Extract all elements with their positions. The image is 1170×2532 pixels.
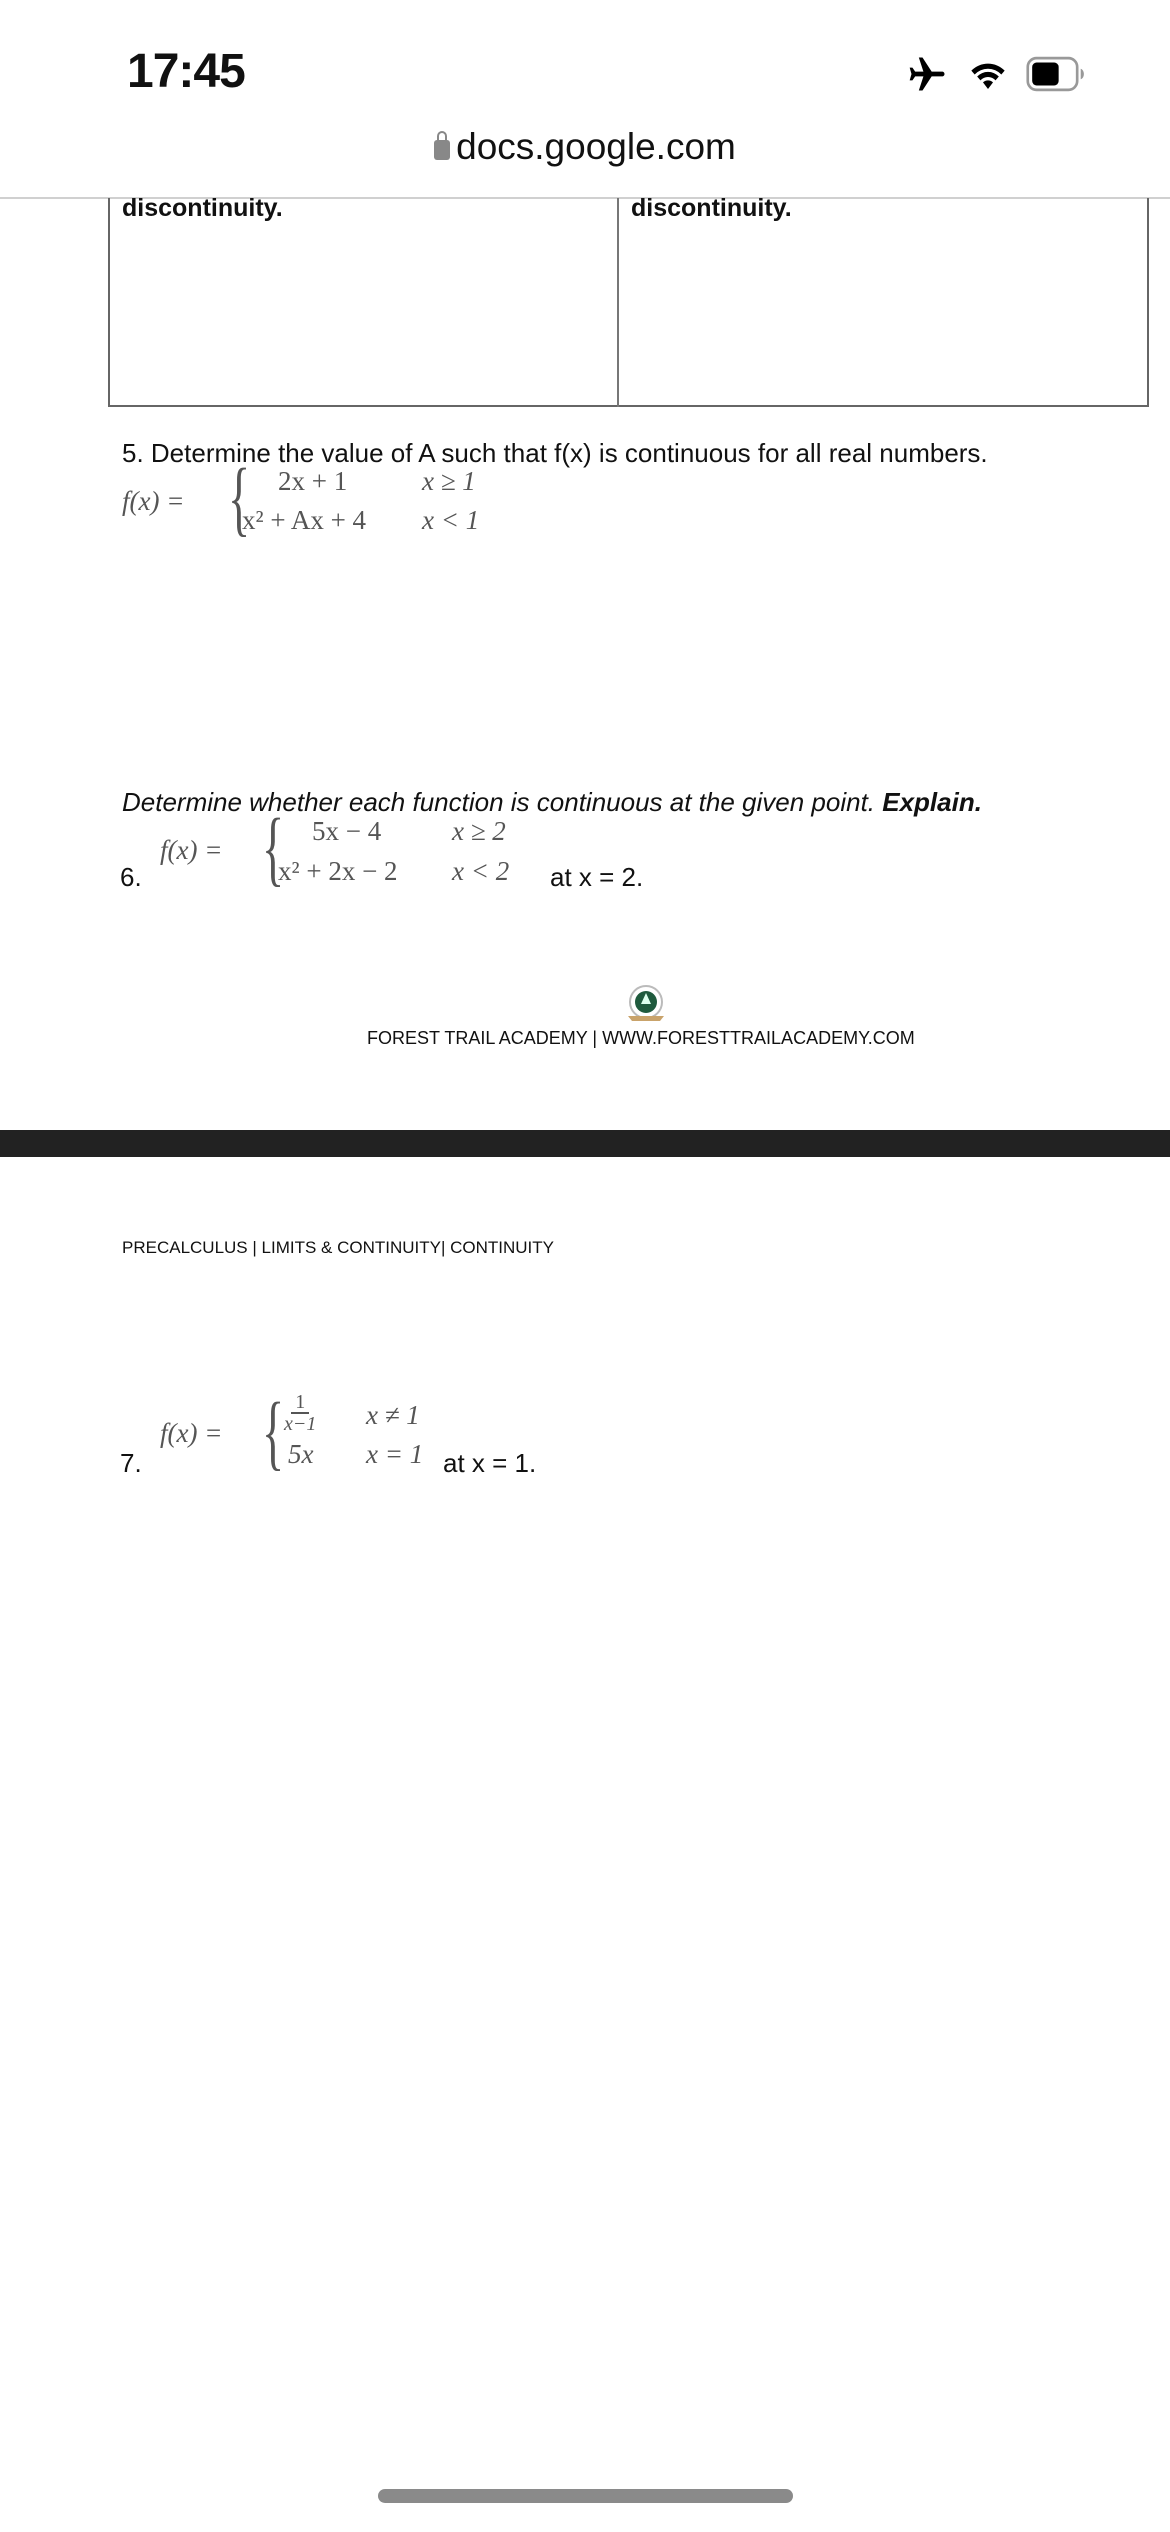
q6-row2-expr: x² + 2x − 2 xyxy=(278,856,398,886)
battery-icon xyxy=(1026,56,1086,92)
q6-row2-cond: x < 2 xyxy=(452,856,510,886)
q6-row1-cond: x ≥ 2 xyxy=(452,816,506,846)
home-indicator[interactable] xyxy=(378,2489,793,2503)
q7-lhs: f(x) = xyxy=(160,1418,223,1448)
footer-text: FOREST TRAIL ACADEMY | WWW.FORESTTRAILACADEMY.COM xyxy=(367,1028,915,1048)
q5-row2-expr: x² + Ax + 4 xyxy=(242,505,367,535)
q7-brace: { xyxy=(262,1386,285,1479)
academy-logo xyxy=(624,982,668,1026)
q6-lhs: f(x) = xyxy=(160,835,223,865)
wifi-icon xyxy=(968,57,1008,91)
q6-row1-expr: 5x − 4 xyxy=(312,816,382,846)
page-break xyxy=(0,1130,1170,1157)
q5-brace: { xyxy=(228,452,251,545)
q6-at: at x = 2. xyxy=(550,862,644,892)
q7-row1-cond: x ≠ 1 xyxy=(366,1400,420,1430)
url-text: docs.google.com xyxy=(456,126,736,167)
question-5-text: 5. Determine the value of A such that f(x) is continuous for all real numbers. xyxy=(122,438,988,468)
lock-icon xyxy=(434,140,450,160)
table-cell-left: discontinuity. xyxy=(122,194,283,222)
table-column-divider xyxy=(617,198,619,407)
answer-table xyxy=(108,198,1149,407)
q5-row2-cond: x < 1 xyxy=(422,505,480,535)
q7-fraction: $\frac{1}{x-1}$ xyxy=(284,1391,317,1435)
url-bar[interactable] xyxy=(0,126,1170,168)
table-cell-right: discontinuity. xyxy=(631,194,792,222)
q7-row2-cond: x = 1 xyxy=(366,1439,424,1469)
page-header: PRECALCULUS | LIMITS & CONTINUITY| CONTINUITY xyxy=(122,1238,554,1257)
q5-row1-expr: 2x + 1 xyxy=(278,466,348,496)
q6-number: 6. xyxy=(120,862,142,892)
status-time: 17:45 xyxy=(127,45,245,98)
q7-at: at x = 1. xyxy=(443,1448,537,1478)
q7-row2-expr: 5x xyxy=(288,1439,314,1469)
instruction: Determine whether each function is continuous at the given point. Explain. xyxy=(122,787,982,817)
q7-number: 7. xyxy=(120,1448,142,1478)
q5-lhs: f(x) = xyxy=(122,486,185,516)
status-icons xyxy=(906,52,1086,96)
q6-brace: { xyxy=(262,802,285,895)
q5-row1-cond: x ≥ 1 xyxy=(422,466,476,496)
airplane-icon xyxy=(906,52,950,96)
